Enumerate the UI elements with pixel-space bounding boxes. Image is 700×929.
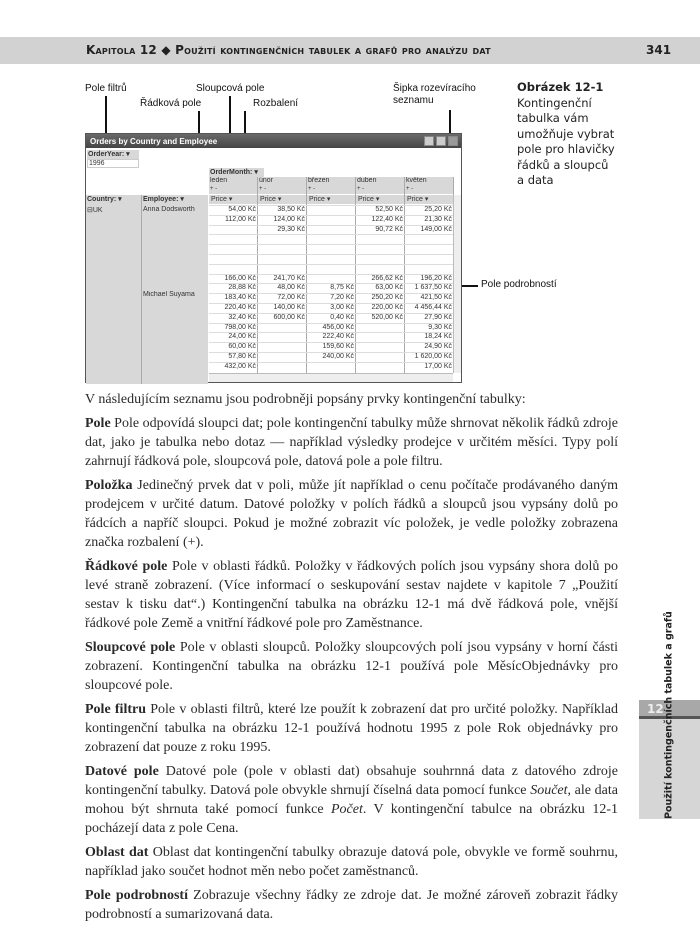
callout-dropdown-line2: seznamu — [393, 95, 434, 106]
price-cell: 266,62 Kč — [371, 274, 403, 282]
price-cell: 222,40 Kč — [322, 333, 354, 341]
employee-item[interactable]: Anna Dodsworth — [143, 206, 195, 213]
table-row — [209, 283, 453, 293]
data-field-price[interactable]: Price ▾ — [356, 195, 404, 204]
country-item[interactable]: ⊟UK — [87, 207, 103, 214]
price-cell: 112,00 Kč — [224, 215, 256, 223]
window-title: Orders by Country and Employee — [90, 137, 218, 146]
price-cell: 140,00 Kč — [273, 304, 305, 311]
definition-pole — [85, 414, 618, 471]
term: Položka — [85, 478, 133, 493]
price-cell: 57,80 Kč — [228, 353, 256, 360]
callout-row: Řádková pole — [140, 98, 202, 109]
price-cell: 1 620,00 Kč — [414, 353, 452, 360]
callout-dropdown — [393, 83, 476, 107]
definition: Pole v oblasti filtrů, které lze použít k zobrazení dat pro určité položky. Například kontingenční tabulka na obrázku 12-1 používá hodnotu 1995 z pole Rok objednávky pro zobrazení dat pouze z roku 1995. — [85, 702, 618, 755]
price-cell: 798,00 Kč — [224, 323, 256, 331]
vertical-scrollbar[interactable] — [453, 195, 461, 373]
window-titlebar — [86, 134, 461, 148]
price-cell: 3,00 Kč — [330, 304, 354, 311]
table-row — [209, 244, 453, 254]
definition: Pole odpovídá sloupci dat; pole kontingenční tabulky může shrnovat několik řádků zdroje dat, jako je tabulka nebo dotaz — například výsledky prodejce v určitém měsíci. Typy polí zahrnují řádková pole, sloupcová pole, datová pole a pole filtru. — [85, 416, 618, 469]
table-row — [209, 342, 453, 352]
price-cell: 0,40 Kč — [330, 313, 354, 321]
chapter-thumb-tab — [639, 700, 700, 819]
row-field-employee[interactable]: Employee: ▾ — [142, 195, 208, 204]
price-cell: 90,72 Kč — [375, 225, 403, 233]
price-cell: 52,50 Kč — [375, 206, 403, 213]
price-cell: 48,00 Kč — [277, 284, 305, 292]
table-row — [209, 264, 453, 274]
maximize-button[interactable] — [436, 136, 446, 146]
table-row — [209, 215, 453, 225]
body-text — [85, 390, 618, 929]
definition: Jedinečný prvek dat v poli, může jít například o cenu počítače prodávaného daným prodejcem v určité datum. Datové položky v polích řádků a sloupců jsou vypsány dolů po řádcích a napříč sloupci. Pokud je možné zobrazit víc položek, je vedle položky zobrazena značka rozbalení (+). — [85, 478, 618, 550]
term: Řádkové pole — [85, 559, 168, 574]
table-row — [209, 274, 453, 284]
close-button[interactable] — [448, 136, 458, 146]
price-cell: 18,24 Kč — [424, 333, 452, 341]
price-cell: 250,20 Kč — [371, 294, 403, 302]
price-cell: 9,30 Kč — [428, 323, 452, 331]
term: Sloupcové pole — [85, 640, 176, 655]
month-header[interactable]: únor — [258, 177, 306, 186]
table-row — [209, 254, 453, 264]
callout-filter: Pole filtrů — [85, 83, 127, 94]
term: Pole — [85, 416, 111, 431]
definition: Pole v oblasti sloupců. Položky sloupcových polí jsou vypsány v horní části zobrazení. Kontingenční tabulka na obrázku 12-1 používá pole MěsícObjednávky pro sloupcové pole. — [85, 640, 618, 693]
price-cell: 24,90 Kč — [424, 343, 452, 351]
caption-text: Kontingenční tabulka vám umožňuje vybrat pole pro hlavičky řádků a sloupců a data — [517, 95, 615, 187]
price-cell: 124,00 Kč — [273, 215, 305, 223]
price-cell: 421,50 Kč — [420, 294, 452, 302]
price-cell: 29,30 Kč — [277, 225, 305, 233]
price-cell: 72,00 Kč — [277, 294, 305, 302]
horizontal-scrollbar[interactable] — [209, 373, 453, 382]
row-field-country[interactable]: Country: ▾ — [86, 195, 141, 204]
price-cell: 456,00 Kč — [322, 323, 354, 331]
price-cell: 241,70 Kč — [273, 274, 305, 282]
price-cell: 159,60 Kč — [322, 343, 354, 351]
intro-paragraph: V následujícím seznamu jsou podrobněji popsány prvky kontingenční tabulky: — [85, 392, 526, 407]
price-cell: 149,00 Kč — [420, 225, 452, 233]
price-cell: 122,40 Kč — [371, 215, 403, 223]
price-cell: 28,88 Kč — [228, 284, 256, 292]
table-row — [209, 303, 453, 313]
table-row — [209, 234, 453, 244]
function-name: Počet — [330, 802, 363, 817]
minimize-button[interactable] — [424, 136, 434, 146]
term: Pole filtru — [85, 702, 146, 717]
price-cell: 32,40 Kč — [228, 313, 256, 321]
price-cell: 4 456,44 Kč — [414, 304, 452, 311]
callout-dropdown-line1: Šipka rozevíracího — [393, 83, 476, 94]
running-header — [0, 37, 700, 64]
table-row — [209, 362, 453, 372]
definition: Zobrazuje všechny řádky ze zdroje dat. Je možné zároveň zobrazit řádky podrobností a sumarizovaná data. — [85, 888, 618, 922]
definition-radkove-pole — [85, 557, 618, 633]
definition-sloupcove-pole — [85, 638, 618, 695]
expand-collapse-icons[interactable]: + - — [405, 186, 453, 194]
definition: . V kontingenční tabulce na obrázku 12-1 pocházejí data z pole Cena. — [85, 802, 618, 836]
price-cell: 166,00 Kč — [224, 274, 256, 282]
chapter-title: Kapitola 12 ◆ Použití kontingenčních tabulek a grafů pro analýzu dat — [86, 43, 491, 57]
expand-collapse-icons[interactable]: + - — [356, 186, 404, 194]
data-field-price[interactable]: Price ▾ — [209, 195, 257, 204]
price-cell: 183,40 Kč — [224, 294, 256, 302]
month-header[interactable]: květen — [405, 177, 453, 186]
price-cell: 27,90 Kč — [424, 313, 452, 321]
term: Oblast dat — [85, 845, 149, 860]
price-cell: 8,75 Kč — [330, 284, 354, 292]
expand-collapse-icons[interactable]: + - — [307, 186, 355, 194]
price-cell: 17,00 Kč — [424, 362, 452, 370]
price-cell: 520,00 Kč — [371, 313, 403, 321]
definition-polozka — [85, 476, 618, 552]
table-row — [209, 323, 453, 333]
price-cell: 63,00 Kč — [375, 284, 403, 292]
definition-datove-pole — [85, 762, 618, 838]
data-field-price[interactable]: Price ▾ — [258, 195, 306, 204]
price-cell: 220,40 Kč — [224, 304, 256, 311]
filter-value[interactable]: 1996 — [87, 159, 139, 168]
definition-pole-filtru — [85, 700, 618, 757]
price-cell: 1 637,50 Kč — [414, 284, 452, 292]
price-cell: 24,00 Kč — [228, 333, 256, 341]
definition-pole-podrobnosti — [85, 886, 618, 924]
employee-item[interactable]: Michael Suyama — [143, 291, 195, 298]
term: Datové pole — [85, 764, 159, 779]
table-row — [209, 293, 453, 303]
page-number: 341 — [646, 43, 672, 57]
column-field[interactable]: OrderMonth: ▾ — [209, 168, 264, 177]
month-header[interactable]: leden — [209, 177, 257, 186]
table-row — [209, 205, 453, 215]
price-cell: 25,20 Kč — [424, 206, 452, 213]
pivot-window — [85, 133, 462, 383]
tab-chapter-number: 12 — [639, 700, 700, 719]
price-cell: 240,00 Kč — [322, 353, 354, 360]
price-cell: 7,20 Kč — [330, 294, 354, 302]
table-row — [209, 225, 453, 235]
expand-collapse-icons[interactable]: + - — [209, 186, 257, 194]
tab-chapter-label — [664, 719, 675, 819]
price-cell: 54,00 Kč — [228, 206, 256, 213]
price-cell: 60,00 Kč — [228, 343, 256, 351]
price-cell: 196,20 Kč — [420, 274, 452, 282]
price-cell: 38,50 Kč — [277, 206, 305, 213]
price-cell: 432,00 Kč — [224, 362, 256, 370]
definition: Pole v oblasti řádků. Položky v řádkových polích jsou vypsány shora dolů po levé straně zobrazení. (Více informací o seskupování sestav najdete v kapitole 7 „Použití sestav k tisku dat“.) Kontingenční tabulka na obrázku 12-1 má dvě řádková pole, vnější řádkové pole Země a vnitřní řádkové pole pro Zaměstnance. — [85, 559, 618, 631]
callout-expand: Rozbalení — [253, 98, 299, 109]
table-row — [209, 352, 453, 362]
definition: Oblast dat kontingenční tabulky obrazuje datová pole, obvykle ve formě souhrnu, například jako součet hodnot měn nebo počet zaměstnanců. — [85, 845, 619, 879]
table-row — [209, 313, 453, 323]
month-header[interactable]: březen — [307, 177, 355, 186]
caption-title: Obrázek 12-1 — [517, 80, 604, 94]
month-header[interactable]: duben — [356, 177, 404, 186]
data-field-price[interactable]: Price ▾ — [405, 195, 453, 204]
price-cell: 21,30 Kč — [424, 215, 452, 223]
callout-detail: Pole podrobností — [481, 279, 557, 290]
definition-oblast-dat — [85, 843, 618, 881]
table-row — [209, 332, 453, 342]
callout-column: Sloupcová pole — [196, 83, 265, 94]
figure-caption — [517, 80, 617, 189]
definition: Datové pole (pole v oblasti dat) obsahuje souhrnná data z datového zdroje kontingenční tabulky. Datová pole obvykle shrnují číselná data pomocí funkce — [85, 764, 618, 798]
filter-field[interactable]: OrderYear: ▾ — [87, 150, 139, 159]
price-cell: 600,00 Kč — [273, 313, 305, 321]
definition: , ale data mohou být shrnuta také pomocí funkce — [85, 783, 618, 817]
term: Pole podrobností — [85, 888, 188, 903]
data-field-price[interactable]: Price ▾ — [307, 195, 355, 204]
expand-collapse-icons[interactable]: + - — [258, 186, 306, 194]
function-name: Součet — [530, 783, 568, 798]
price-cell: 220,00 Kč — [371, 304, 403, 311]
